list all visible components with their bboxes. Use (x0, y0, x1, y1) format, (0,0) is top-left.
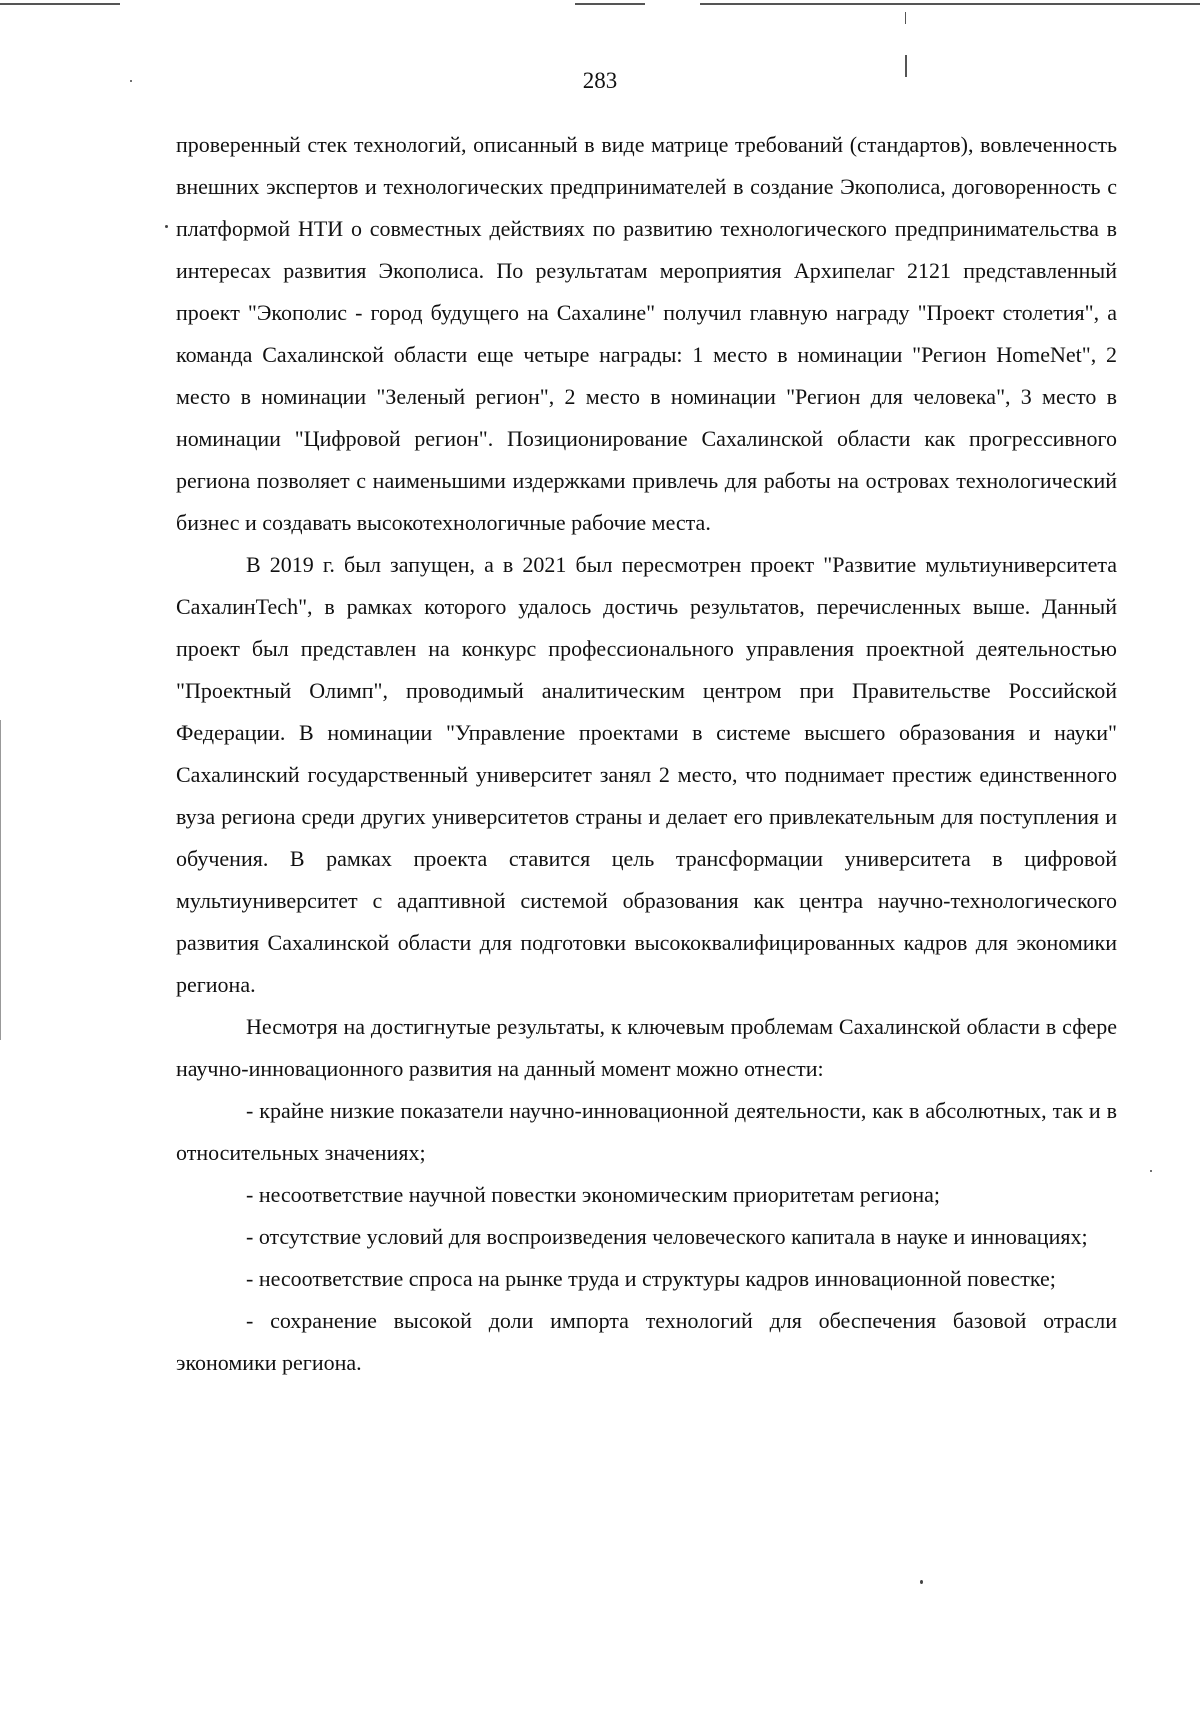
scan-speck (165, 225, 168, 228)
scan-mark-left-edge (0, 720, 1, 1040)
list-item-problem-1: - крайне низкие показатели научно-инновационной деятельности, как в абсолютных, так и в относительных значениях; (176, 1098, 1117, 1165)
scan-mark-vertical-small (905, 12, 906, 24)
list-item-problem-3: - отсутствие условий для воспроизведения человеческого капитала в науке и инновациях; (246, 1224, 1088, 1249)
scan-mark-top-left (0, 3, 120, 5)
scan-speck (130, 80, 132, 82)
list-item-problem-2: - несоответствие научной повестки экономическим приоритетам региона; (246, 1182, 940, 1207)
scan-mark-top-right (700, 3, 1200, 5)
paragraph-project-sakhalintech: В 2019 г. был запущен, а в 2021 был пересмотрен проект "Развитие мультиуниверситета СахалинTech", в рамках которого удалось достичь результатов, перечисленных выше. Данный проект был представлен на конкурс профессионального управления проектной деятельностью "Проектный Олимп", проводимый аналитическим центром при Правительстве Российской Федерации. В номинации "Управление проектами в системе высшего образования и науки" Сахалинский государственный университет занял 2 место, что поднимает престиж единственного вуза региона среди других университетов страны и делает его привлекательным для поступления и обучения. В рамках проекта ставится цель трансформации университета в цифровой мультиуниверситет с адаптивной системой образования как центра научно-технологического развития Сахалинской области для подготовки высококвалифицированных кадров для экономики региона. (176, 552, 1117, 997)
body-text (176, 124, 1117, 1384)
list-item-problem-5: - сохранение высокой доли импорта технологий для обеспечения базовой отрасли экономики региона. (176, 1308, 1117, 1375)
list-item-problem-4: - несоответствие спроса на рынке труда и структуры кадров инновационной повестке; (246, 1266, 1056, 1291)
scan-speck (920, 1580, 923, 1584)
paragraph-continuation: проверенный стек технологий, описанный в виде матрице требований (стандартов), вовлеченность внешних экспертов и технологических предпринимателей в создание Экополиса, договоренность с платформой НТИ о совместных действиях по развитию технологического предпринимательства в интересах развития Экополиса. По результатам мероприятия Архипелаг 2121 представленный проект "Экополис - город будущего на Сахалине" получил главную награду "Проект столетия", а команда Сахалинской области еще четыре награды: 1 место в номинации "Регион HomeNet", 2 место в номинации "Зеленый регион", 2 место в номинации "Регион для человека", 3 место в номинации "Цифровой регион". Позиционирование Сахалинской области как прогрессивного региона позволяет с наименьшими издержками привлечь для работы на островах технологический бизнес и создавать высокотехнологичные рабочие места. (176, 132, 1117, 535)
scan-speck (1150, 1170, 1152, 1172)
paragraph-key-problems-intro: Несмотря на достигнутые результаты, к ключевым проблемам Сахалинской области в сфере научно-инновационного развития на данный момент можно отнести: (176, 1014, 1117, 1081)
scan-mark-top-middle (575, 3, 645, 5)
page-number: 283 (582, 68, 618, 93)
